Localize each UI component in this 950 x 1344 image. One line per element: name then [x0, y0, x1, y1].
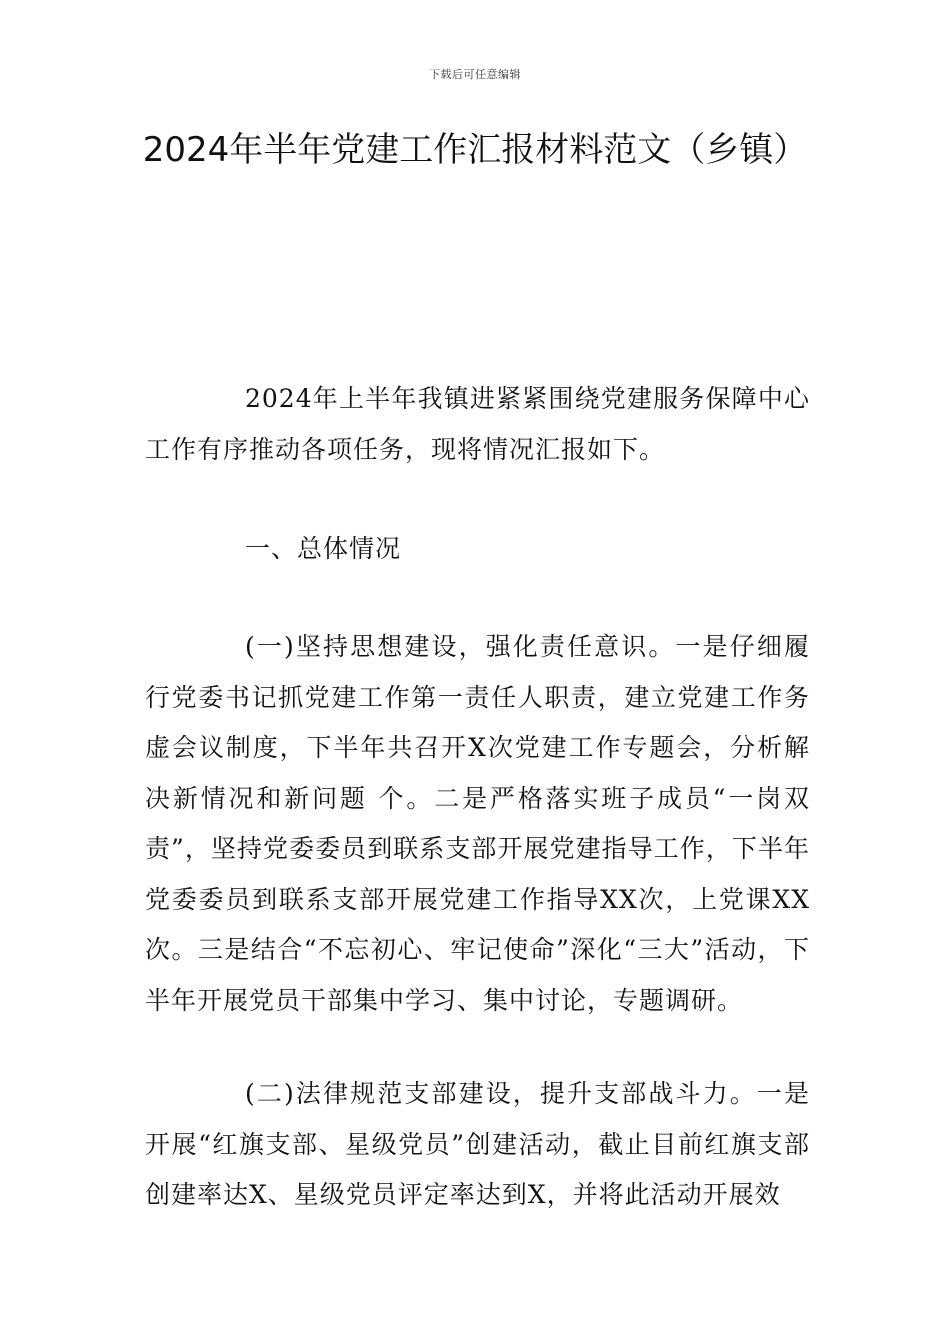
body-paragraph-2: (二)法律规范支部建设，提升支部战斗力。一是开展“红旗支部、星级党员”创建活动，截止目前红旗支部创建率达X、星级党员评定率达到X，并将此活动开展效 [145, 1079, 810, 1209]
header-note: 下载后可任意编辑 [429, 68, 521, 81]
intro-paragraph: 2024年上半年我镇进紧紧围绕党建服务保障中心工作有序推动各项任务，现将情况汇报如下。 [145, 384, 810, 464]
document-title: 2024年半年党建工作汇报材料范文（乡镇） [142, 130, 808, 170]
body-paragraph-1: (一)坚持思想建设，强化责任意识。一是仔细履行党委书记抓党建工作第一责任人职责，建立党建工作务虚会议制度，下半年共召开X次党建工作专题会，分析解决新情况和新问题 个。二是严格落实班子成员“一岗双责”，坚持党委委员到联系支部开展党建指导工作，下半年党委委员到联系支部开展党建工作指导XX次，上党课XX次。三是结合“不忘初心、牢记使命”深化“三大”活动，下半年开展党员干部集中学习、集中讨论，专题调研。 [145, 632, 810, 1015]
section-heading: 一、总体情况 [245, 534, 402, 563]
